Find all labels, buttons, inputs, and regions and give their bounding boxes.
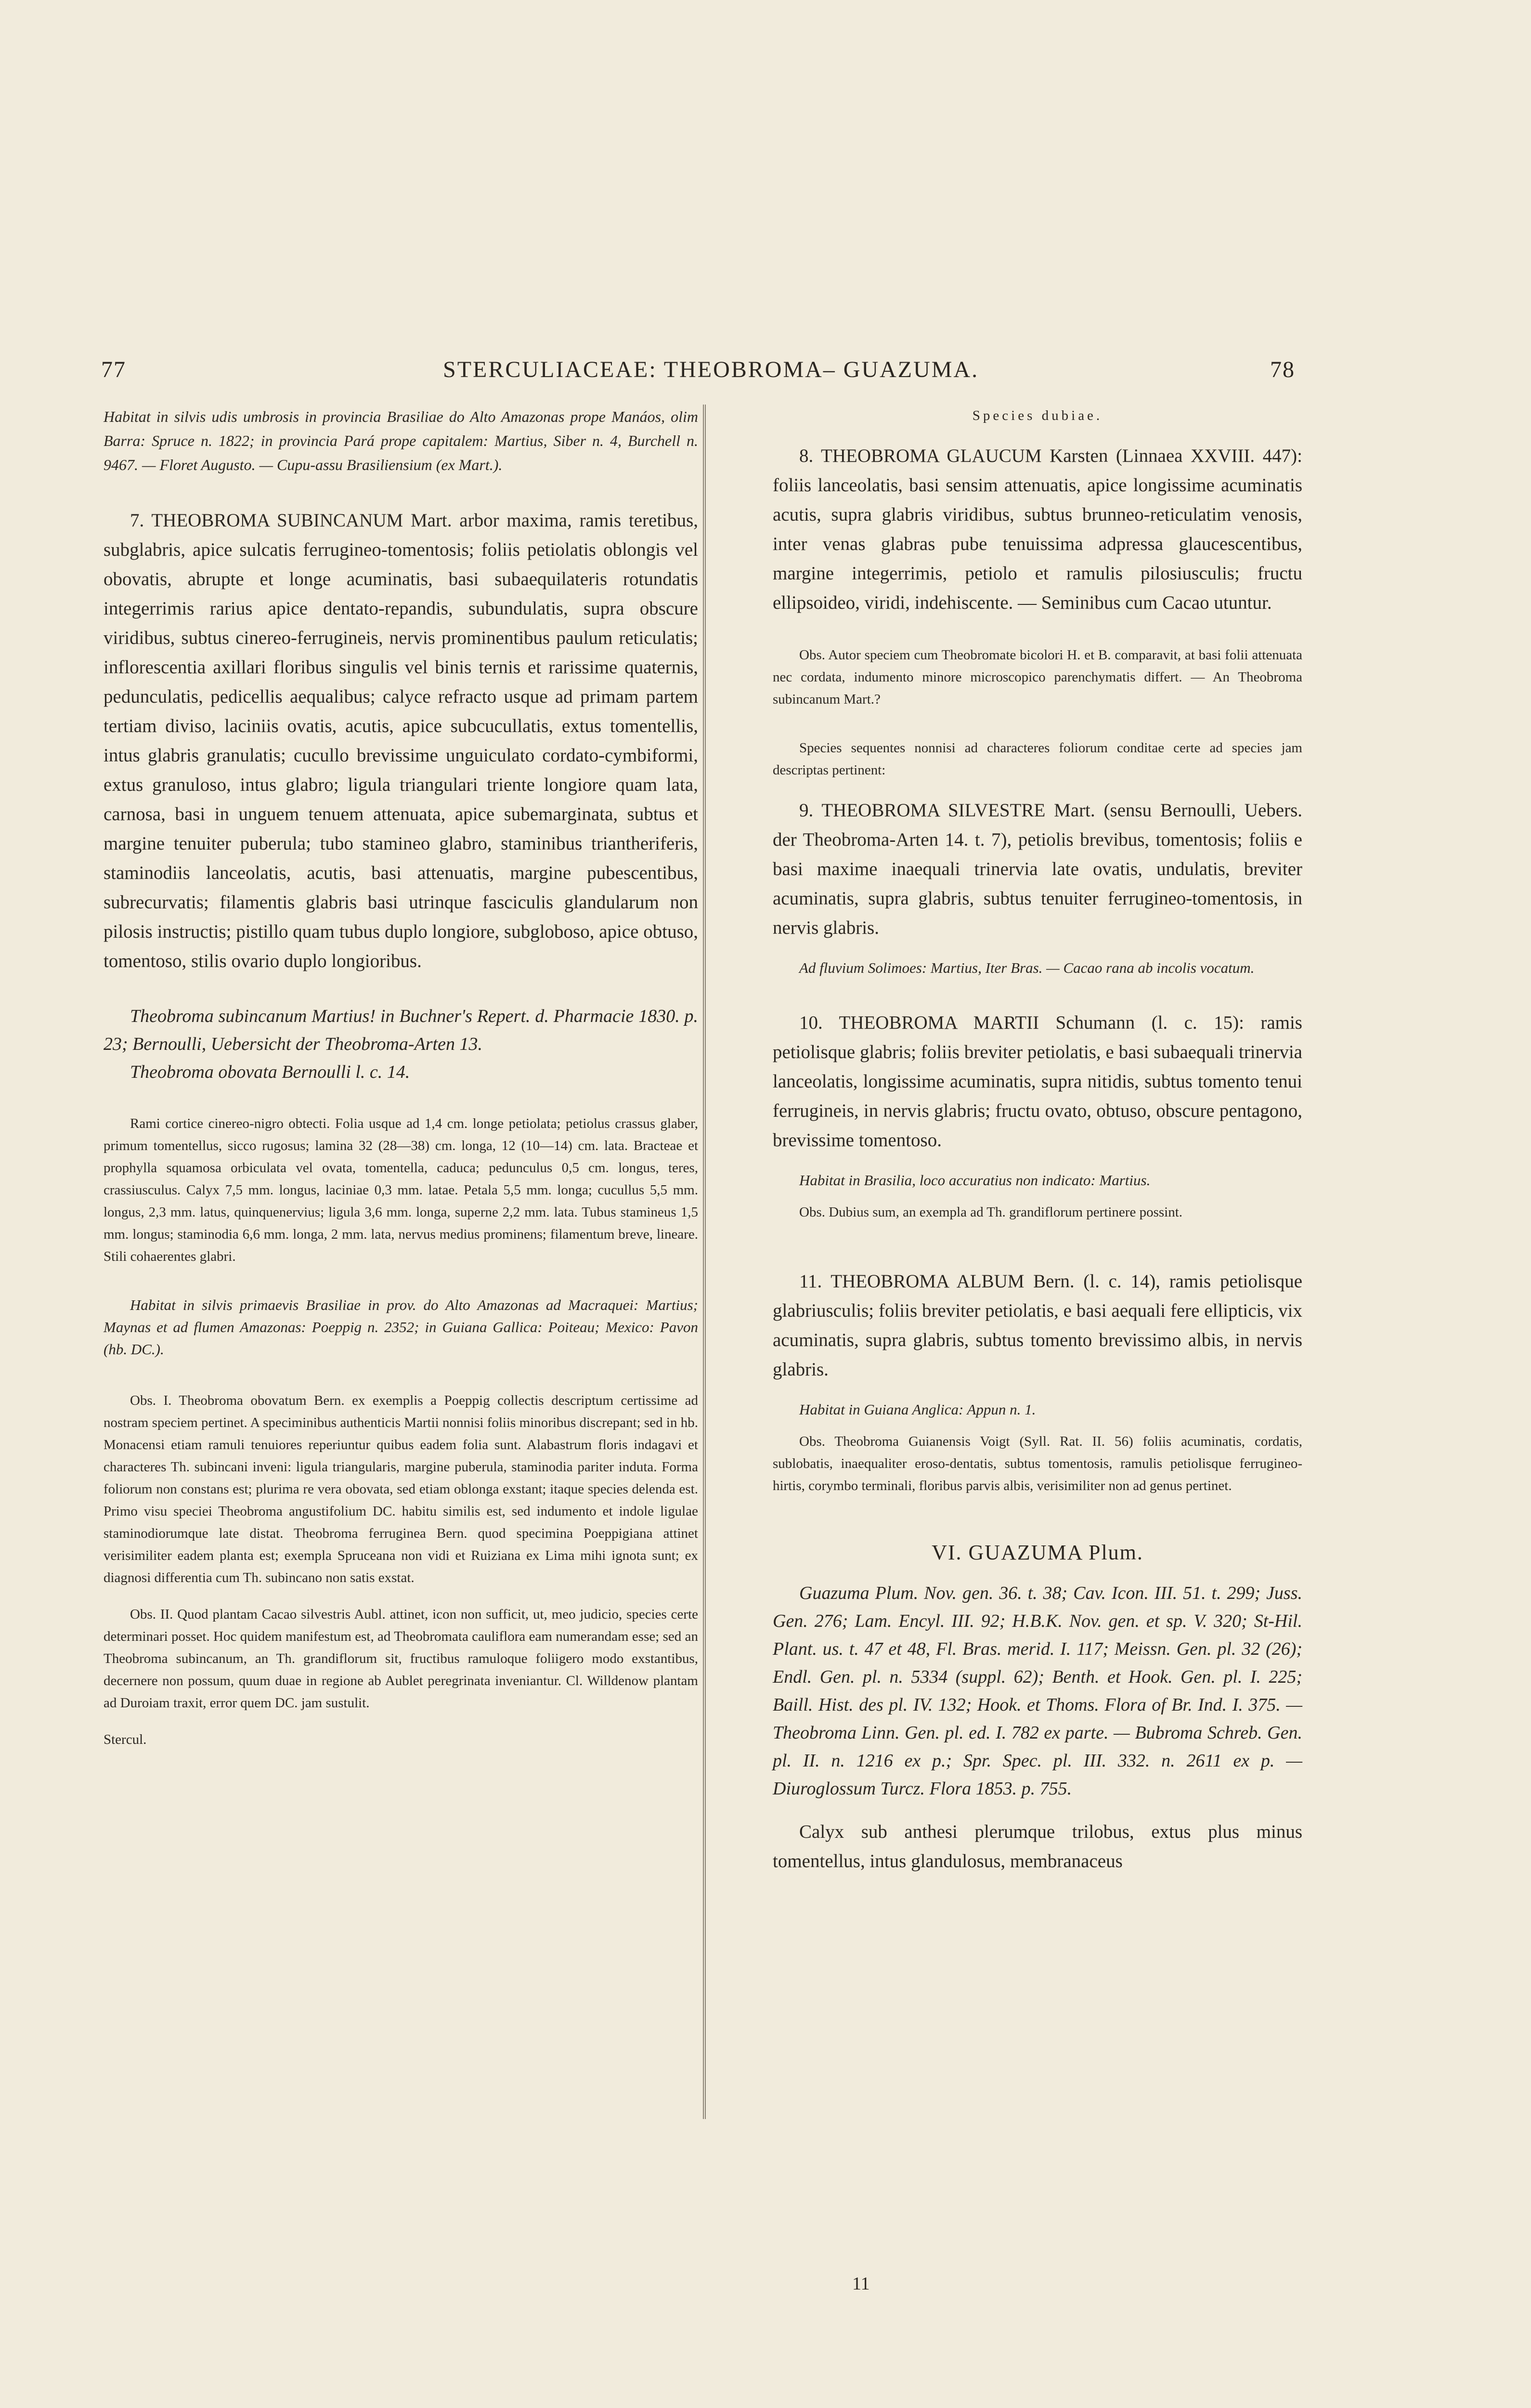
section-heading: VI. GUAZUMA Plum. (932, 1541, 1143, 1564)
habitat-paragraph: Ad fluvium Solimoes: Martius, Iter Bras. — Cacao rana ab incolis vocatum. (799, 959, 1255, 976)
habitat-paragraph: Habitat in Brasilia, loco accuratius non indicato: Martius. (799, 1172, 1151, 1189)
habitat-paragraph: Habitat in silvis udis umbrosis in provincia Brasiliae do Alto Amazonas prope Manáos, olim Barra: Spruce n. 1822; in provincia Pará prope capitalem: Martius, Siber n. 4, Burchell n. 9467. — Floret Augusto. — Cupu-assu Brasiliensium (ex Mart.). (104, 408, 698, 473)
detailed-description: Rami cortice cinereo-nigro obtecti. Folia usque ad 1,4 cm. longe petiolata; petiolus crassus glaber, primum tomentellus, sicco rugosus; lamina 32 (28—38) cm. longa, 12 (10—14) cm. lata. Bracteae et prophylla squamosa orbiculata vel ovata, tomentella, caduca; pedunculus 0,5 cm. longus, teres, crassiusculus. Calyx 7,5 mm. longus, laciniae 0,3 mm. latae. Petala 5,5 mm. longa; cucullus 5,5 mm. longus, 2,3 mm. latus, quinquenervius; ligula 3,6 mm. longa, superne 2,2 mm. lata. Tubus stamineus 1,5 mm. longus; staminodia 6,6 mm. longa, 2 mm. lata, nervus medius prominens; filamentum breve, lineare. Stili cohaerentes glabri. (104, 1116, 698, 1264)
species-description: 7. THEOBROMA SUBINCANUM Mart. arbor maxima, ramis teretibus, subglabris, apice sulcatis ferrugineo-tomentosis; foliis petiolatis oblongis vel obovatis, abrupte et longe acuminatis, basi subaequilateris rotundatis integerrimis rarius apice dentato-repandis, subundulatis, supra obscure viridibus, subtus cinereo-ferrugineis, nervis prominentibus paulum reticulatis; inflorescentia axillari floribus singulis vel binis ternis et rarissime quaternis, pedunculatis, pedicellis aequalibus; calyce refracto usque ad primam partem tertiam diviso, laciniis ovatis, acutis, apice subcucullatis, extus tomentellis, intus glabris granulatis; cucullo brevissime unguiculato cordato-cymbiformi, extus granuloso, intus glabro; ligula triangulari triente longiore quam lata, carnosa, basi in unguem tenuem attenuata, apice subemarginata, subtus et margine tenuiter puberula; tubo stamineo glabro, staminibus triantheriferis, staminodiis lanceolatis, acutis, basi attenuatis, margine pubescentibus, subrecurvatis; filamentis glabris basi utrinque fasciculis glandularum non pilosis instructis; pistillo quam tubus duplo longiore, subgloboso, apice obtuso, tomentoso, stilis ovario duplo longioribus. (104, 510, 698, 971)
habitat-paragraph: Habitat in Guiana Anglica: Appun n. 1. (799, 1401, 1036, 1418)
column-divider (703, 405, 706, 2119)
genus-synonymy: Guazuma Plum. Nov. gen. 36. t. 38; Cav. Icon. III. 51. t. 299; Juss. Gen. 276; Lam. Encyl. III. 92; H.B.K. Nov. gen. et sp. V. 320; St-Hil. Plant. us. t. 47 et 48, Fl. Bras. merid. I. 117; Meissn. Gen. pl. 32 (26); Endl. Gen. pl. n. 5334 (suppl. 62); Benth. et Hook. Gen. pl. I. 225; Baill. Hist. des pl. IV. 132; Hook. et Thoms. Flora of Br. Ind. I. 375. — Theobroma Linn. Gen. pl. ed. I. 782 ex parte. — Bubroma Schreb. Gen. pl. II. n. 1216 ex p.; Spr. Spec. pl. III. 332. n. 2611 ex p. — Diuroglossum Turcz. Flora 1853. p. 755. (773, 1583, 1302, 1799)
signature-mark: Stercul. (104, 1732, 147, 1747)
subsection-heading: Species dubiae. (972, 408, 1103, 423)
page-number-right: 78 (1270, 357, 1295, 382)
running-header (96, 356, 1295, 390)
observation: Obs. Theobroma Guianensis Voigt (Syll. Rat. II. 56) foliis acuminatis, cordatis, sublobatis, inaequaliter eroso-dentatis, subtus tomentosis, ramulis petiolisque ferrugineo-hirtis, corymbo terminali, floribus parvis albis, verisimiliter non ad genus pertinet. (773, 1434, 1302, 1493)
right-column (773, 405, 1302, 1876)
synonym: Theobroma obovata Bernoulli l. c. 14. (130, 1062, 410, 1082)
species-description: 8. THEOBROMA GLAUCUM Karsten (Linnaea XXVIII. 447): foliis lanceolatis, basi sensim attenuatis, apice longissime acuminatis acutis, supra glabris viridibus, subtus brunneo-reticulatim venosis, inter venas glabras pube tenuissima adpressa glaucescentibus, margine integerrimis, petiolo et ramulis pilosiusculis; fructu ellipsoideo, viridi, indehiscente. — Seminibus cum Cacao utuntur. (773, 445, 1302, 613)
observation: Obs. Autor speciem cum Theobromate bicolori H. et B. comparavit, at basi folii attenuata nec cordata, indumento minore microscopico parenchymatis differt. — An Theobroma subincanum Mart.? (773, 647, 1302, 707)
note: Species sequentes nonnisi ad characteres foliorum conditae certe ad species jam descriptas pertinent: (773, 740, 1302, 778)
observation: Obs. II. Quod plantam Cacao silvestris Aubl. attinet, icon non sufficit, ut, meo judicio, species certe determinari posset. Hoc quidem manifestum est, ad Theobromata cauliflora eam numerandam esse; sed an Theobroma subincanum, an Th. grandiflorum sit, fructibus ramuloque foliigero modo exstantibus, decernere non possum, quum duae in regione ab Aublet peregrinata inveniantur. Cl. Willdenow plantam ad Duroiam traxit, error quem DC. jam sustulit. (104, 1607, 698, 1711)
species-description: 11. THEOBROMA ALBUM Bern. (l. c. 14), ramis petiolisque glabriusculis; foliis breviter petiolatis, e basi aequali fere ellipticis, vix acuminatis, supra glabris, subtus tomento brevissimo albis, in nervis glabris. (773, 1271, 1302, 1380)
sheet-number: 11 (852, 2274, 870, 2294)
observation: Obs. I. Theobroma obovatum Bern. ex exemplis a Poeppig collectis descriptum certissime ad nostram speciem pertinet. A speciminibus authenticis Martii nonnisi foliis minoribus discrepant; sed in hb. Monacensi etiam ramuli tenuiores reperiuntur quibus eadem folia sunt. Alabastrum floris indagavi et characteres Th. subincani inveni: ligula triangularis, margine puberula, staminodia pariter induta. Forma foliorum non constans est; plurima re vera obovata, sed etiam oblonga exstant; itaque species delenda est. Primo visu speciei Theobroma angustifolium DC. habitu similis est, sed indumento et indole ligulae staminodiorumque late distat. Theobroma ferruginea Bern. quod specimina Poeppigiana attinet verisimiliter eadem planta est; exempla Spruceana non vidi et Ruiziana ex Lima mihi ignota sunt; ex diagnosi differentia cum Th. subincano non satis exstat. (104, 1393, 698, 1585)
species-description: 10. THEOBROMA MARTII Schumann (l. c. 15): ramis petiolisque glabris; foliis breviter petiolatis, e basi subaequali trinervia lanceolatis, longissime acuminatis, supra nitidis, subtus tomento tenui ferrugineis, in nervis glabris; fructu ovato, obtuso, obscure pentagono, brevissime tomentoso. (773, 1012, 1302, 1151)
habitat-paragraph: Habitat in silvis primaevis Brasiliae in prov. do Alto Amazonas ad Macraquei: Martius; Maynas et ad flumen Amazonas: Poeppig n. 2352; in Guiana Gallica: Poiteau; Mexico: Pavon (hb. DC.). (104, 1296, 698, 1358)
page-number-left: 77 (101, 357, 126, 382)
species-description: 9. THEOBROMA SILVESTRE Mart. (sensu Bernoulli, Uebers. der Theobroma-Arten 14. t. 7), petiolis brevibus, tomentosis; foliis e basi maxime inaequali trinervia late ovatis, undulatis, breviter acuminatis, supra glabris, subtus tenuiter ferrugineo-tomentosis, in nervis glabris. (773, 800, 1302, 938)
running-title: STERCULIACEAE: THEOBROMA– GUAZUMA. (443, 357, 979, 382)
observation: Obs. Dubius sum, an exempla ad Th. grandiflorum pertinere possint. (799, 1204, 1183, 1220)
genus-description: Calyx sub anthesi plerumque trilobus, extus plus minus tomentellus, intus glandulosus, membranaceus (773, 1821, 1302, 1871)
left-column (104, 405, 698, 1751)
synonym: Theobroma subincanum Martius! in Buchner's Repert. d. Pharmacie 1830. p. 23; Bernoulli, Uebersicht der Theobroma-Arten 13. (104, 1006, 698, 1054)
